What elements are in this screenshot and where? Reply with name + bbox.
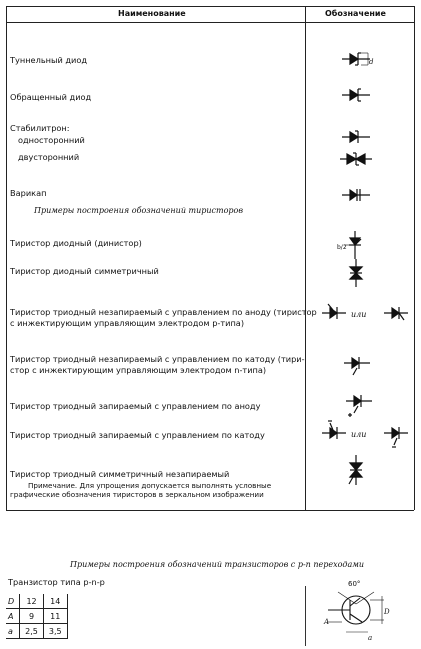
row-zener-single: односторонний — [18, 135, 85, 145]
table-cell: 11 — [43, 609, 67, 624]
table-left-border — [6, 6, 7, 510]
row-dinistor: Тиристор диодный (динистор) — [10, 238, 142, 248]
table-cell: A — [6, 609, 20, 624]
row-triac: Тиристор триодный симметричный незапираемый — [10, 469, 230, 479]
table-bottom-border — [6, 510, 414, 511]
or-label-1: или — [351, 310, 367, 319]
row-triode-cathode-line1: Тиристор триодный незапираемый с управлением по катоду (тири- — [10, 354, 305, 364]
section-transistors: Примеры построения обозначений транзисторов с р-n переходами — [70, 560, 365, 569]
bottom-column-divider — [305, 586, 306, 646]
row-zener-double: двусторонний — [18, 152, 80, 162]
thyristor-anode-icon-b — [384, 307, 408, 320]
dim-A-label: A — [324, 618, 330, 626]
header-symbol: Обозначение — [325, 9, 386, 18]
zener-single-icon — [342, 131, 370, 143]
table-cell: 14 — [43, 594, 67, 609]
dim-d-label: d — [369, 58, 374, 66]
table-right-border — [414, 6, 415, 510]
note-line-2: графические обозначения тиристоров в зеркальном изображении — [10, 490, 264, 499]
row-zener: Стабилитрон: — [10, 123, 70, 133]
table-cell: a — [6, 624, 20, 639]
table-top-border — [6, 6, 414, 7]
row-diode-symmetric: Тиристор диодный симметричный — [10, 266, 159, 276]
table-cell: D — [6, 594, 20, 609]
row-gto-cathode: Тиристор триодный запираемый с управлением по катоду — [10, 430, 265, 440]
row-gto-anode: Тиристор триодный запираемый с управлением по аноду — [10, 401, 261, 411]
gto-cathode-icon-a — [322, 421, 346, 439]
header-name: Наименование — [118, 9, 186, 18]
dim-D-label: D — [384, 608, 390, 616]
or-label-2: или — [351, 430, 367, 439]
row-tunnel-diode: Туннельный диод — [10, 55, 88, 65]
row-backward-diode: Обращенный диод — [10, 92, 92, 102]
gto-anode-icon — [346, 395, 372, 417]
thyristor-anode-icon-a — [322, 304, 346, 319]
symbols-column — [306, 23, 414, 510]
section-thyristors: Примеры построения обозначений тиристоров — [34, 206, 243, 215]
row-triode-anode-line1: Тиристор триодный незапираемый с управлением по аноду (тиристор — [10, 307, 317, 317]
row-triode-anode-line2: с инжектирующим управляющим электродом р-типа) — [10, 318, 245, 328]
table-cell: 9 — [20, 609, 44, 624]
gto-cathode-icon-b — [384, 427, 408, 447]
dimension-table — [6, 594, 68, 639]
transistor-label: Транзистор типа р-n-р — [8, 577, 105, 587]
row-varicap: Варикап — [10, 188, 47, 198]
table-cell: 12 — [20, 594, 44, 609]
table-cell: 3,5 — [43, 624, 67, 639]
row-triode-cathode-line2: стор с инжектирующим управляющим электродом n-типа) — [10, 365, 267, 375]
angle-label: 60° — [348, 580, 361, 588]
thyristor-cathode-icon — [344, 357, 370, 375]
varicap-icon — [342, 189, 370, 201]
diode-symmetric-icon — [350, 259, 362, 287]
table-row — [6, 594, 67, 609]
backward-diode-icon — [342, 89, 370, 101]
tunnel-diode-icon — [342, 53, 370, 65]
dim-b2-label: b/2 — [337, 244, 347, 251]
table-cell: 2,5 — [20, 624, 44, 639]
transistor-symbol — [318, 574, 414, 646]
dim-a-label: a — [368, 634, 373, 642]
triac-icon — [349, 455, 362, 485]
table-row — [6, 609, 67, 624]
zener-double-icon — [340, 153, 372, 165]
note-line-1: Примечание. Для упрощения допускается выполнять условные — [28, 481, 272, 490]
table-row — [6, 624, 67, 639]
